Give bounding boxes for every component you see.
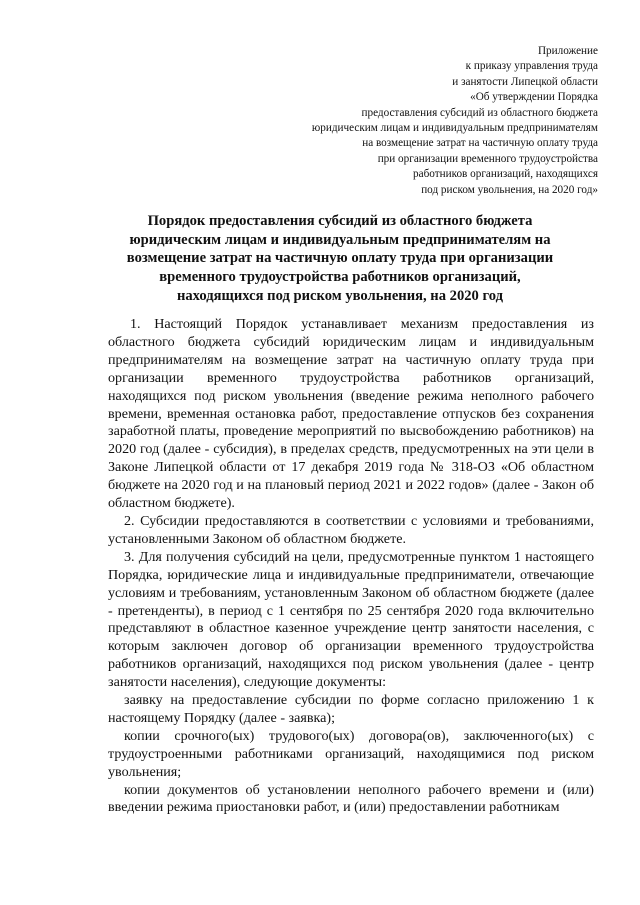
paragraph-2: 2. Субсидии предоставляются в соответствии с условиями и требованиями, установленными Законом об областном бюджете. (108, 512, 594, 547)
appendix-line: Приложение (537, 45, 598, 57)
title-line: возмещение затрат на частичную оплату труда при организации (126, 250, 554, 267)
document-body (108, 316, 594, 817)
appendix-line: на возмещение затрат на частичную оплату труда (362, 137, 598, 150)
appendix-header (218, 44, 598, 198)
appendix-line: при организации временного трудоустройства (377, 152, 598, 165)
appendix-line: и занятости Липецкой области (452, 75, 598, 88)
title-line: временного трудоустройства работников организаций, (159, 269, 521, 286)
paragraph-contracts: копии срочного(ых) трудового(ых) договора(ов), заключенного(ых) с трудоустроенными работниками организаций, находящимися под риском увольнения; (108, 727, 594, 780)
appendix-line: под риском увольнения, на 2020 год» (421, 183, 598, 196)
appendix-line: «Об утверждении Порядка (470, 91, 598, 104)
appendix-line: предоставления субсидий из областного бюджета (361, 106, 598, 119)
appendix-line: работников организаций, находящихся (413, 168, 598, 181)
title-line: юридическим лицам и индивидуальным предпринимателям на (129, 231, 551, 248)
appendix-line: к приказу управления труда (465, 60, 598, 73)
appendix-line: юридическим лицам и индивидуальным предпринимателям (311, 122, 598, 135)
title-line: Порядок предоставления субсидий из областного бюджета (147, 213, 533, 229)
paragraph-3: 3. Для получения субсидий на цели, предусмотренные пунктом 1 настоящего Порядка, юридические лица и индивидуальные предприниматели, отвечающие условиям и требованиям, установленным Законом об областном бюджете (далее - претенденты), в период с 1 сентября по 25 сентября 2020 года включительно представляют в областное казенное учреждение центр занятости населения, с которым заключен договор об организации временного трудоустройства работников организаций, находящихся под риском увольнения (далее - центр занятости населения), следующие документы: (108, 548, 594, 691)
paragraph-documents: копии документов об установлении неполного рабочего времени и (или) введении режима приостановки работ, и (или) предоставлении работникам (108, 781, 594, 816)
paragraph-application: заявку на предоставление субсидии по форме согласно приложению 1 к настоящему Порядку (далее - заявка); (108, 692, 594, 726)
title-line: находящихся под риском увольнения, на 2020 год (176, 287, 504, 304)
paragraph-1: 1. Настоящий Порядок устанавливает механизм предоставления из областного бюджета субсидий юридическим лицам и индивидуальным предпринимателям на возмещение затрат на частичную оплату труда при организации временного трудоустройства работников организаций, находящихся под риском увольнения (введение режима неполного рабочего времени, временная остановка работ, предоставление отпусков без сохранения заработной платы, проведение мероприятий по высвобождению работников) на 2020 год (далее - субсидия), в пределах средств, предусмотренных на эти цели в Законе Липецкой области от 17 декабря 2019 года № 318-ОЗ «Об областном бюджете на 2020 год и на плановый период 2021 и 2022 годов» (далее - Закон об областном бюджете). (108, 316, 594, 512)
document-title (100, 212, 580, 306)
